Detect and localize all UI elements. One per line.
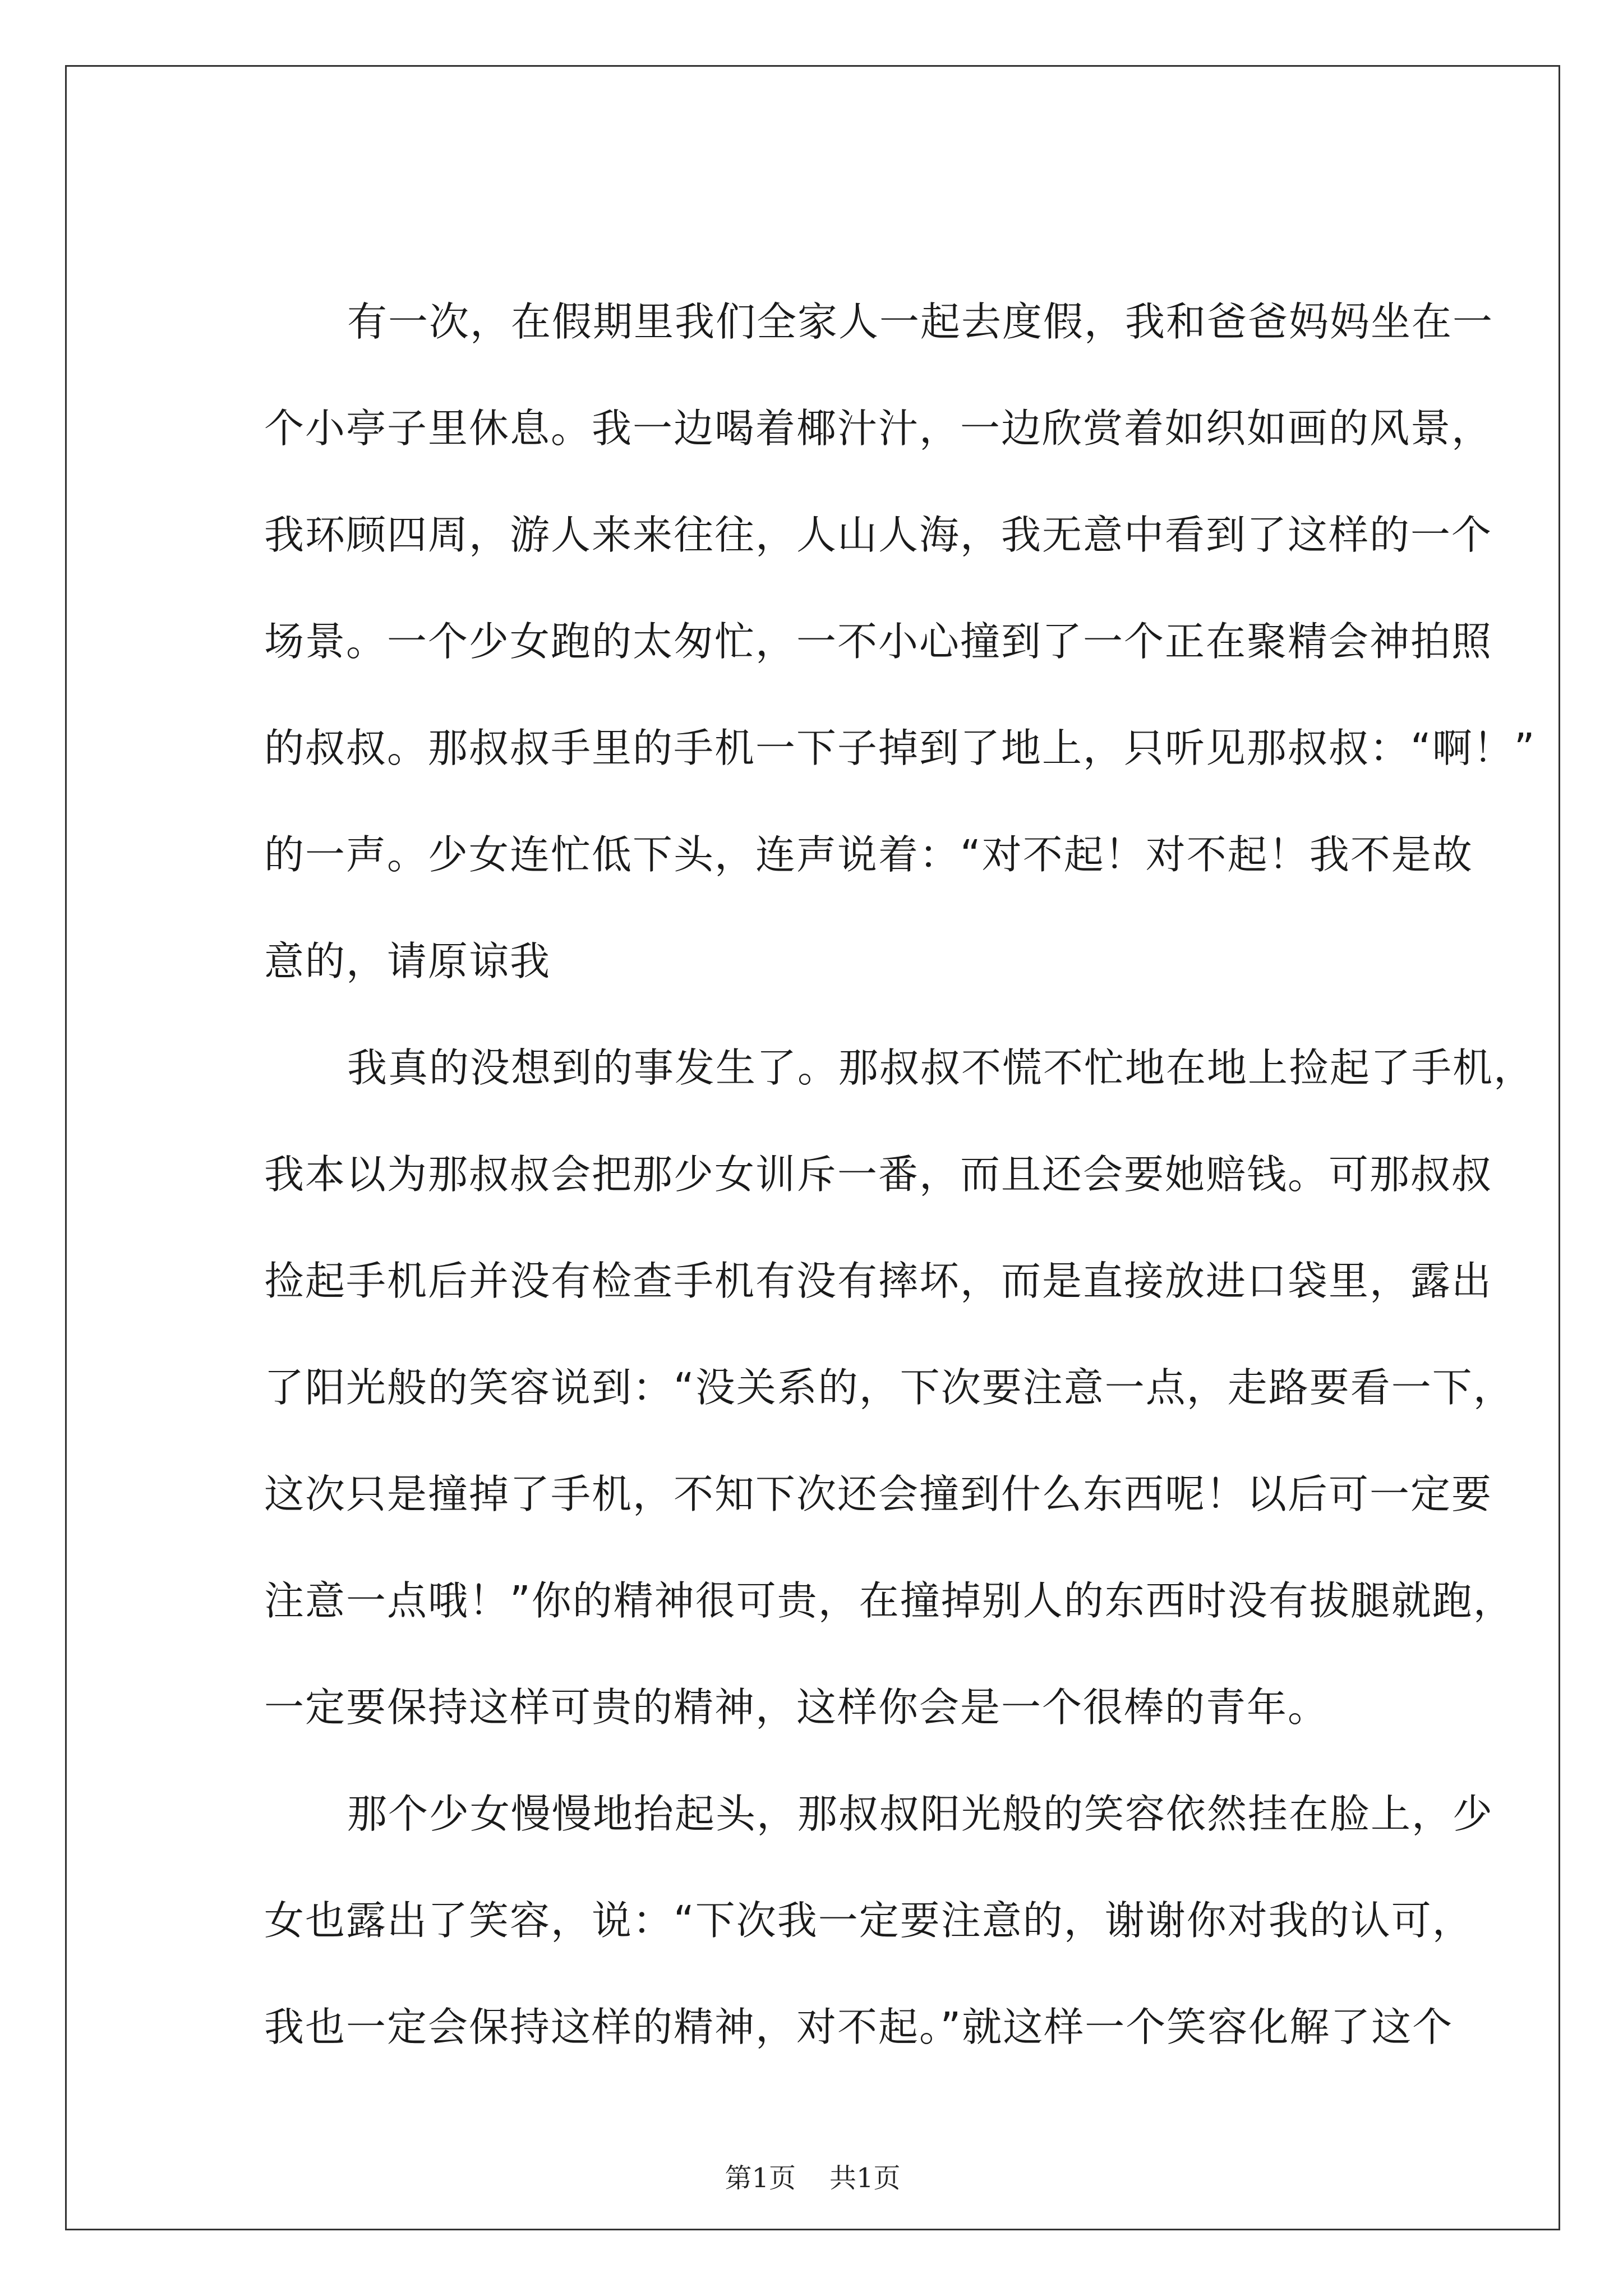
paragraph-3-line-3: 我也一定会保持这样的精神，对不起。”就这样一个笑容化解了这个: [264, 2004, 1454, 2050]
paragraph-2-line-5: 这次只是撞掉了手机，不知下次还会撞到什么东西呢！以后可一定要: [264, 1471, 1493, 1517]
paragraph-2-line-3: 捡起手机后并没有检查手机有没有摔坏，而是直接放进口袋里，露出: [264, 1258, 1493, 1304]
page-footer: [67, 2156, 1559, 2195]
paragraph-1-line-4: 场景。一个少女跑的太匆忙，一不小心撞到了一个正在聚精会神拍照: [264, 618, 1493, 665]
paragraph-1-line-7: 意的，请原谅我: [264, 938, 551, 984]
paragraph-2-line-7: 一定要保持这样可贵的精神，这样你会是一个很棒的青年。: [264, 1684, 1329, 1731]
paragraph-2-line-2: 我本以为那叔叔会把那少女训斥一番，而且还会要她赔钱。可那叔叔: [264, 1151, 1493, 1198]
page-border: [65, 65, 1560, 2230]
paragraph-3-line-1: 那个少女慢慢地抬起头，那叔叔阳光般的笑容依然挂在脸上，少: [347, 1791, 1494, 1837]
paragraph-2-line-6: 注意一点哦！”你的精神很可贵，在撞掉别人的东西时没有拔腿就跑，: [264, 1577, 1514, 1624]
paragraph-1-line-2: 个小亭子里休息。我一边喝着椰汁汁，一边欣赏着如织如画的风景，: [264, 405, 1493, 452]
paragraph-1-line-3: 我环顾四周，游人来来往往，人山人海，我无意中看到了这样的一个: [264, 512, 1493, 558]
document-body: [264, 280, 1536, 2092]
page-number: 第1页: [725, 2162, 796, 2194]
paragraph-1-line-6: 的一声。少女连忙低下头，连声说着：“对不起！对不起！我不是故: [264, 831, 1473, 878]
paragraph-2-line-1: 我真的没想到的事发生了。那叔叔不慌不忙地在地上捡起了手机，: [347, 1045, 1535, 1091]
paragraph-3-line-2: 女也露出了笑容，说：“下次我一定要注意的，谢谢你对我的认可，: [264, 1897, 1473, 1944]
paragraph-2-line-4: 了阳光般的笑容说到：“没关系的，下次要注意一点，走路要看一下，: [264, 1364, 1514, 1411]
page-total: 共1页: [829, 2162, 901, 2194]
paragraph-1-line-1: 有一次，在假期里我们全家人一起去度假，我和爸爸妈妈坐在一: [347, 298, 1494, 345]
paragraph-1-line-5: 的叔叔。那叔叔手里的手机一下子掉到了地上，只听见那叔叔：“啊！”: [264, 725, 1536, 771]
